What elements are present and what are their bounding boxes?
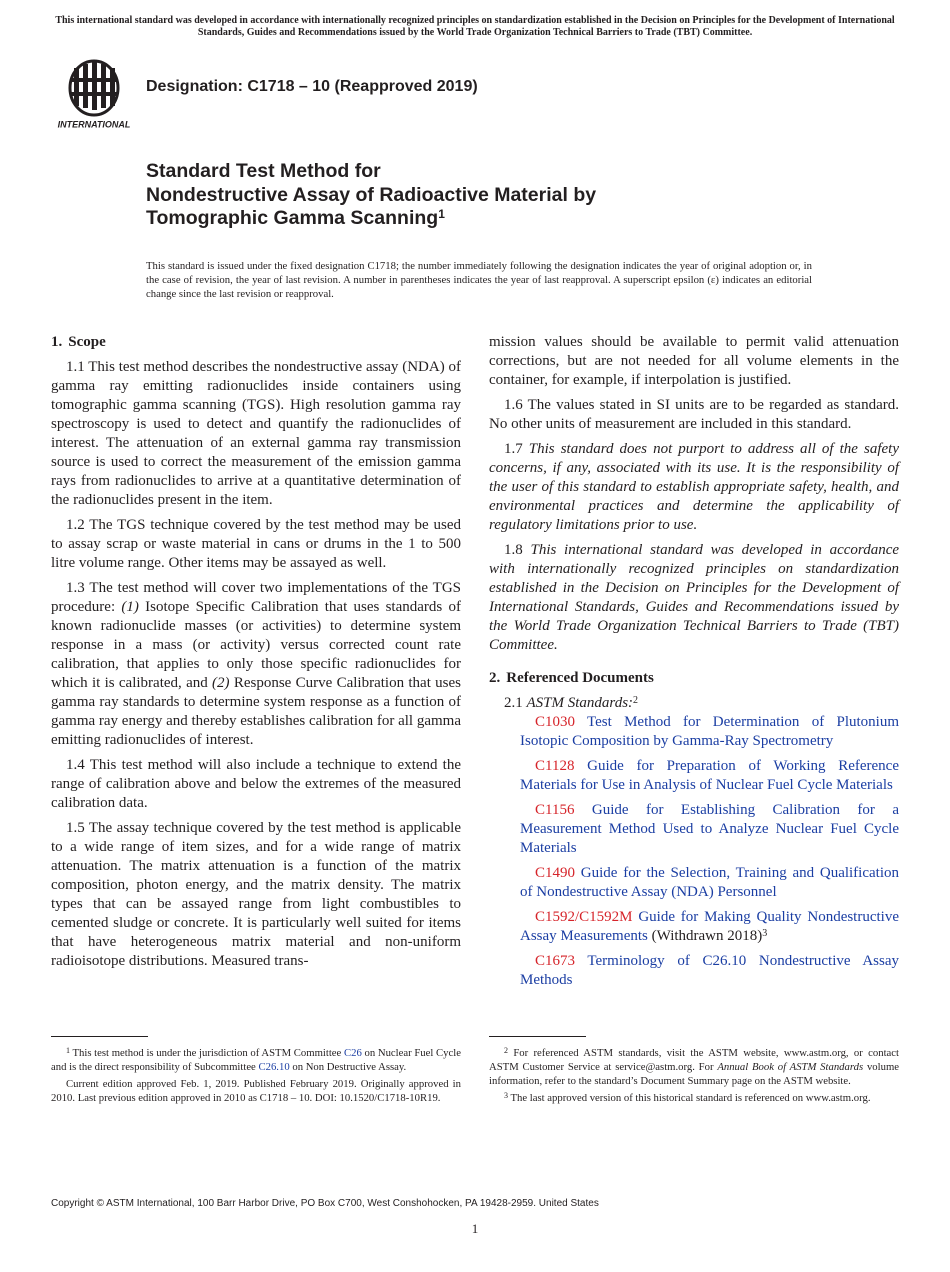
astm-standards-heading: 2.1 ASTM Standards:$^2$ (504, 695, 639, 711)
document-title (146, 160, 846, 231)
title-footnote-mark: 1 (438, 207, 445, 221)
footnote-2: $^2$ For referenced ASTM standards, visit the ASTM website, www.astm.org, or contact ASTM Customer Service at service@astm.org. For Annual Book of ASTM Standards volume information, refer to the standard’s Document Summary page on the ASTM website. (489, 1046, 899, 1087)
paragraph-1-1: 1.1 This test method describes the nondestructive assay (NDA) of gamma ray emitting radionuclides inside containers using tomographic gamma scanning (TGS). High resolution gamma ray spectroscopy is used to detect and quantify the radionuclides of interest. The attenuation of an external gamma ray transmission source is used to correct the measurement of the emission gamma rays from radionuclides to arrive at a quantitative determination of the radionuclides present in the item. (51, 359, 461, 508)
tbt-banner: This international standard was developed in accordance with internationally recognized principles on standardization established in the Decision on Principles for the Development of International Standards, Guides and Recommendations issued by the World Trade Organization Technical Barriers to Trade (TBT) Committee. (55, 15, 895, 38)
reference-c1592[interactable]: C1592/C1592M Guide for Making Quality Nondestructive Assay Measurements (Withdrawn 2018)$^3$ (520, 909, 899, 944)
right-column (489, 333, 899, 996)
paragraph-1-7: 1.7 This standard does not purport to address all of the safety concerns, if any, associated with its use. It is the responsibility of the user of this standard to establish appropriate safety, health, and environmental practices and determine the applicability of regulatory limitations prior to use. (489, 441, 899, 533)
paragraph-1-2: 1.2 The TGS technique covered by the test method may be used to assay scrap or waste material in cans or drums in the 1 to 500 litre volume range. Other items may be assayed as well. (51, 517, 461, 571)
footnote-1: $^1$ This test method is under the jurisdiction of ASTM Committee C26 on Nuclear Fuel Cycle and is the direct responsibility of Subcommittee C26.10 on Non Destructive Assay. (51, 1046, 461, 1073)
logo-wordmark: INTERNATIONAL (57, 119, 131, 130)
paragraph-1-8: 1.8 This international standard was developed in accordance with internationally recognized principles on standardization established in the Decision on Principles for the Development of International Standards, Guides and Recommendations issued by the World Trade Organization Technical Barriers to Trade (TBT) Committee. (489, 542, 900, 653)
paragraph-1-3: 1.3 The test method will cover two implementations of the TGS procedure: (1) Isotope Specific Calibration that uses standards of known radionuclide masses (or activities) to determine system response in a mass (or activity) versus corrected count rate calibration, that applies to only those specific radionuclides for which it is calibrated, and (2) Response Curve Calibration that uses gamma ray standards to determine system response as a function of gamma ray energy and thereby establishes calibration for all gamma emitting radionuclides of interest. (51, 580, 461, 748)
astm-logo-icon (54, 58, 134, 130)
left-column (51, 333, 461, 977)
section-2-heading: 2. Referenced Documents (489, 670, 654, 686)
reference-c1490[interactable]: C1490 Guide for the Selection, Training and Qualification of Nondestructive Assay (NDA) Personnel (520, 865, 899, 900)
copyright-line: Copyright © ASTM International, 100 Barr Harbor Drive, PO Box C700, West Conshohocken, PA 19428-2959. United States (51, 1198, 599, 1209)
footnote-divider-right (489, 1036, 586, 1037)
reference-c1156[interactable]: C1156 Guide for Establishing Calibration for a Measurement Method Used to Analyze Nuclear Fuel Cycle Materials (520, 802, 899, 856)
paragraph-1-6: 1.6 The values stated in SI units are to be regarded as standard. No other units of measurement are included in this standard. (489, 397, 899, 432)
section-1-heading: 1. Scope (51, 334, 106, 350)
paragraph-1-4: 1.4 This test method will also include a technique to extend the range of calibration above and below the extremes of the measured calibration data. (51, 757, 461, 811)
reference-c1030[interactable]: C1030 Test Method for Determination of Plutonium Isotopic Composition by Gamma-Ray Spectrometry (520, 714, 900, 749)
edition-note: Current edition approved Feb. 1, 2019. Published February 2019. Originally approved in 2010. Last previous edition approved in 2010 as C1718 – 10. DOI: 10.1520/C1718-10R19. (51, 1078, 461, 1104)
reference-c1128[interactable]: C1128 Guide for Preparation of Working Reference Materials for Use in Analysis of Nuclear Fuel Cycle Materials (520, 758, 899, 793)
designation: Designation: C1718 – 10 (Reapproved 2019) (146, 78, 478, 95)
title-line-3: Tomographic Gamma Scanning$^1$ (146, 207, 445, 229)
footnote-divider-left (51, 1036, 148, 1037)
footnote-3: $^3$ The last approved version of this historical standard is referenced on www.astm.org. (504, 1091, 871, 1104)
link-c26[interactable]: C26 (343, 1047, 362, 1059)
title-line-1: Standard Test Method for (146, 160, 381, 182)
paragraph-1-5-continued: mission values should be available to permit valid attenuation corrections, but are not needed for all volume elements in the container, for example, if interpolation is justified. (489, 334, 899, 388)
issued-note: This standard is issued under the fixed designation C1718; the number immediately following the designation indicates the year of original adoption or, in the case of revision, the year of last revision. A number in parentheses indicates the year of last reapproval. A superscript epsilon (ε) indicates an editorial change since the last revision or reapproval. (146, 260, 812, 300)
paragraph-1-5: 1.5 The assay technique covered by the test method is applicable to a wide range of item sizes, and for a wide range of matrix attenuation. The matrix attenuation is a function of the matrix composition, photon energy, and the matrix density. The matrix types that can be assayed range from light combustibles to cemented sludge or concrete. It is particularly well suited for items that have heterogeneous matrix material and non-uniform radioisotope distributions. Measured trans- (51, 820, 461, 969)
footnotes-right (489, 1046, 899, 1108)
reference-c1673[interactable]: C1673 Terminology of C26.10 Nondestructive Assay Methods (520, 953, 900, 988)
link-c26-10[interactable]: C26.10 (258, 1061, 290, 1073)
footnotes-left (51, 1046, 461, 1108)
title-line-2: Nondestructive Assay of Radioactive Material by (146, 183, 597, 206)
astm-logo (54, 58, 134, 130)
page-number: 1 (471, 1221, 479, 1236)
